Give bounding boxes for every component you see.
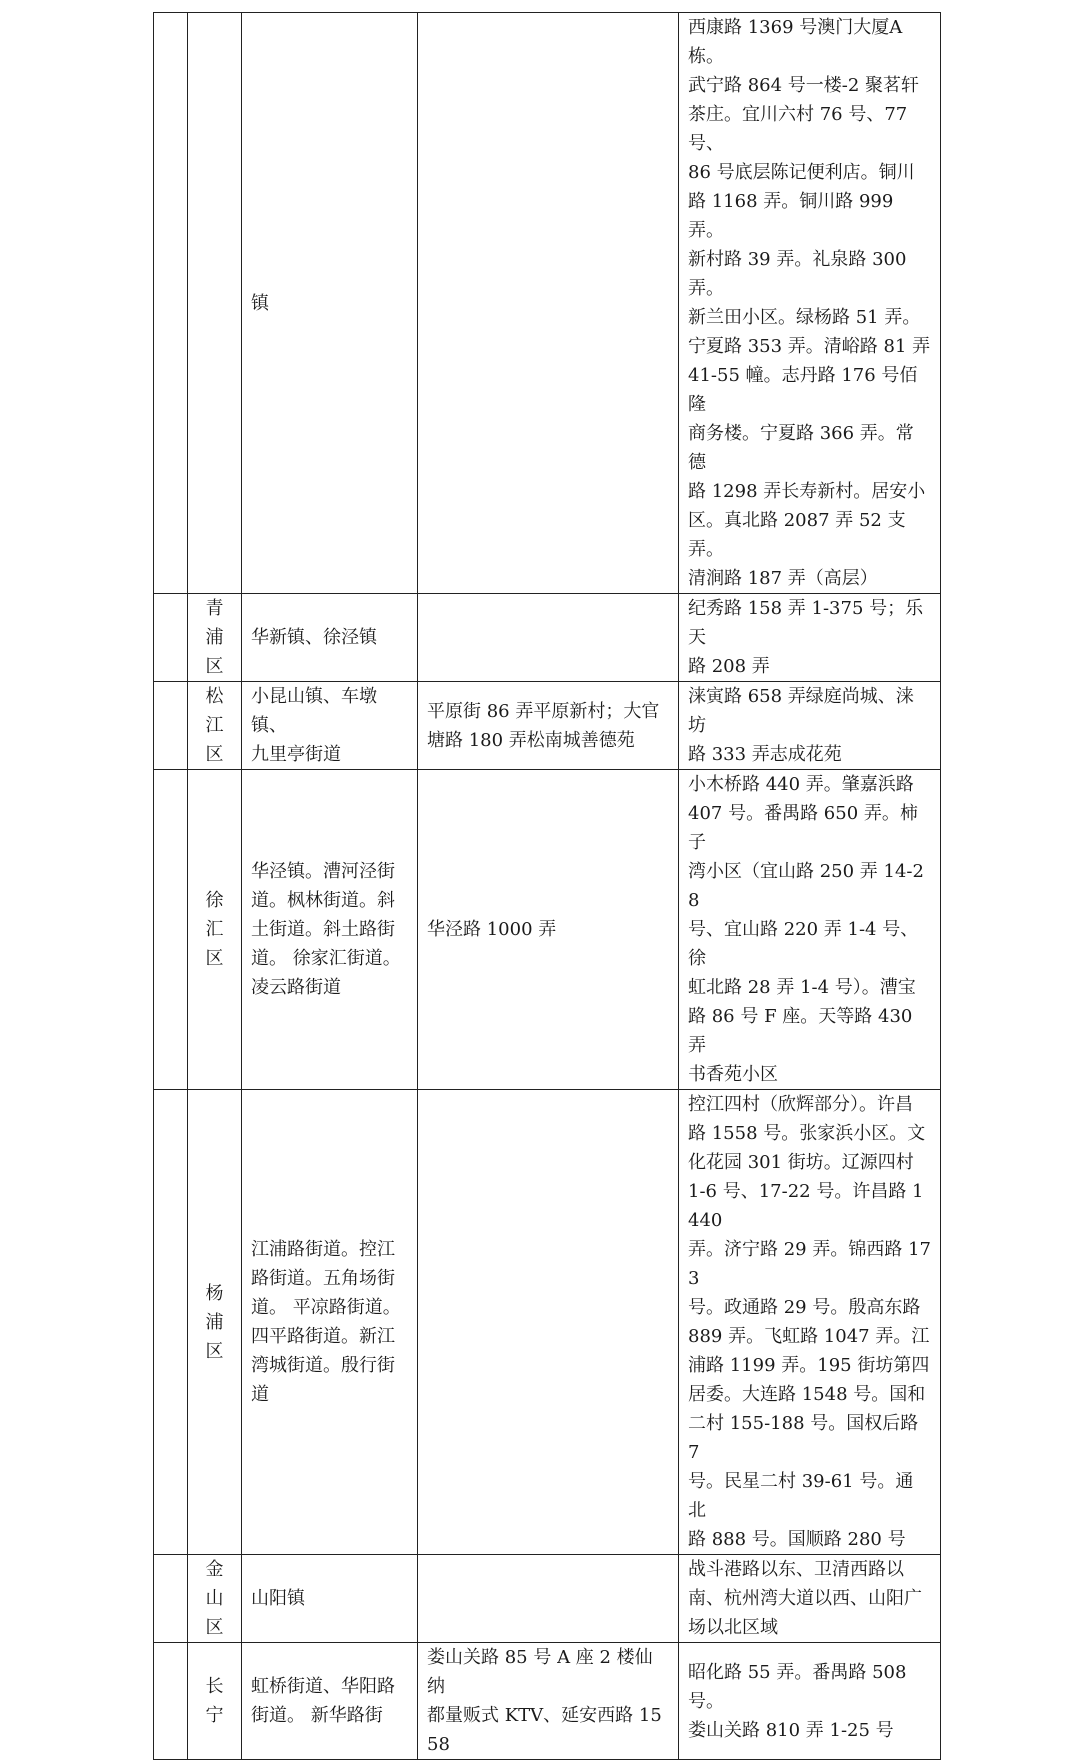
sites-b-cell: 战斗港路以东、卫清西路以 南、杭州湾大道以西、山阳广 场以北区域 [679,1555,941,1643]
sites-a-cell [418,13,679,594]
sites-b-cell: 涞寅路 658 弄绿庭尚城、涞坊 路 333 弄志成花苑 [679,682,941,770]
streets-cell: 小昆山镇、车墩镇、 九里亭街道 [242,682,418,770]
streets-cell: 山阳镇 [242,1555,418,1643]
index-cell [154,770,188,1090]
district-cell [188,13,242,594]
table-row [154,594,941,682]
district-cell: 长 宁 [188,1643,242,1760]
streets-cell: 华泾镇。漕河泾街 道。枫林街道。斜 土街道。斜土路街 道。 徐家汇街道。 凌云路街道 [242,770,418,1090]
sites-b-cell: 控江四村（欣辉部分）。许昌 路 1558 号。张家浜小区。文 化花园 301 街坊。辽源四村 1-6 号、17-22 号。许昌路 1440 弄。济宁路 29 弄。锦西路 173 号。政通路 29 号。殷高东路 889 弄。飞虹路 1047 弄。江 浦路 1199 弄。195 街坊第四 居委。大连路 1548 号。国和 二村 155-188 号。国权后路 7 号。民星二村 39-61 号。通北 路 888 号。国顺路 280 号 [679,1090,941,1555]
streets-cell: 镇 [242,13,418,594]
index-cell [154,13,188,594]
index-cell [154,682,188,770]
district-cell: 金 山 区 [188,1555,242,1643]
streets-cell: 江浦路街道。控江 路街道。五角场街 道。 平凉路街道。 四平路街道。新江 湾城街道。殷行街 道 [242,1090,418,1555]
table-row [154,1090,941,1555]
sites-a-cell [418,1090,679,1555]
district-cell: 杨 浦 区 [188,1090,242,1555]
sites-a-cell [418,1555,679,1643]
sites-b-cell: 纪秀路 158 弄 1-375 号；乐天 路 208 弄 [679,594,941,682]
table-row [154,13,941,594]
district-cell: 松 江 区 [188,682,242,770]
sites-a-cell: 平原街 86 弄平原新村；大官 塘路 180 弄松南城善德苑 [418,682,679,770]
epidemic-area-table [153,12,941,1760]
sites-b-cell: 西康路 1369 号澳门大厦A栋。 武宁路 864 号一楼-2 聚茗轩 茶庄。宜川六村 76 号、77 号、 86 号底层陈记便利店。铜川 路 1168 弄。铜川路 999 弄。 新村路 39 弄。礼泉路 300 弄。 新兰田小区。绿杨路 51 弄。 宁夏路 353 弄。清峪路 81 弄 41-55 幢。志丹路 176 号佰隆 商务楼。宁夏路 366 弄。常德 路 1298 弄长寿新村。居安小 区。真北路 2087 弄 52 支弄。 清涧路 187 弄（高层） [679,13,941,594]
table-row [154,682,941,770]
sites-b-cell: 小木桥路 440 弄。肇嘉浜路 407 号。番禺路 650 弄。柿子 湾小区（宜山路 250 弄 14-28 号、宜山路 220 弄 1-4 号、徐 虹北路 28 弄 1-4 号）。漕宝 路 86 号 F 座。天等路 430 弄 书香苑小区 [679,770,941,1090]
index-cell [154,1643,188,1760]
index-cell [154,1090,188,1555]
index-cell [154,1555,188,1643]
index-cell [154,594,188,682]
sites-b-cell: 昭化路 55 弄。番禺路 508 号。 娄山关路 810 弄 1-25 号 [679,1643,941,1760]
table-row [154,1555,941,1643]
sites-a-cell [418,594,679,682]
streets-cell: 华新镇、徐泾镇 [242,594,418,682]
streets-cell: 虹桥街道、华阳路 街道。 新华路街 [242,1643,418,1760]
table-row [154,770,941,1090]
district-cell: 徐 汇 区 [188,770,242,1090]
sites-a-cell: 娄山关路 85 号 A 座 2 楼仙纳 都量贩式 KTV、延安西路 1558 [418,1643,679,1760]
district-cell: 青 浦 区 [188,594,242,682]
table-row [154,1643,941,1760]
sites-a-cell: 华泾路 1000 弄 [418,770,679,1090]
